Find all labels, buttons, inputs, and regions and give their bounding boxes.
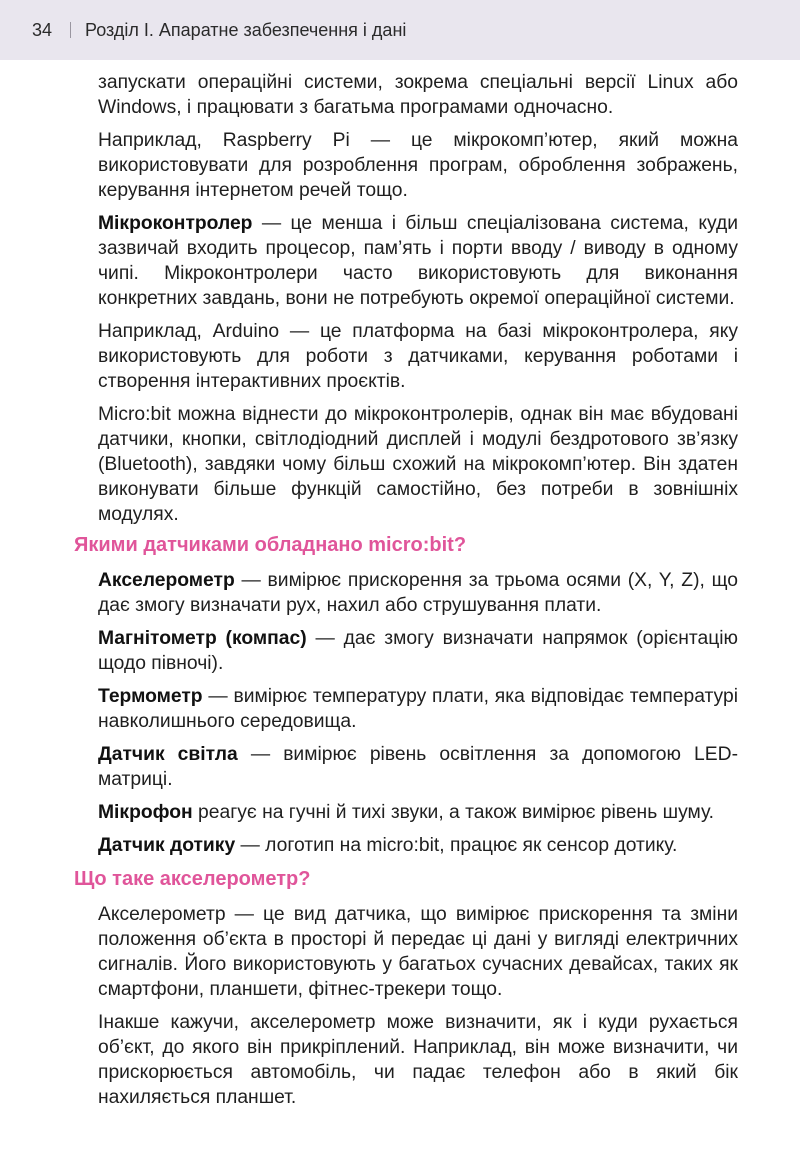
intro-paragraph-1: запускати операційні системи, зокрема спеціальні версії Linux або Windows, і працювати з багатьма програмами одночасно. xyxy=(98,72,738,118)
sensor-item-thermometer: Термометр — вимірює температуру плати, яка відповідає температурі навколишнього середовища. xyxy=(98,686,738,732)
accelerometer-paragraph-2: Інакше кажучи, акселерометр може визначити, як і куди рухається об’єкт, до якого він прикріплений. Наприклад, він може визначити, чи прискорюється автомобіль, чи падає телефон або в який бік нахиляється планшет. xyxy=(98,1012,738,1108)
page-header xyxy=(0,0,800,60)
section-title: Розділ І. Апаратне забезпечення і дані xyxy=(85,19,407,40)
sensor-item-touch: Датчик дотику — логотип на micro:bit, працює як сенсор дотику. xyxy=(98,835,678,856)
page-number: 34 xyxy=(32,19,53,40)
sensor-item-magnetometer: Магнітометр (компас) — дає змогу визначати напрямок (орієнтацію щодо півночі). xyxy=(98,628,738,674)
accelerometer-heading: Що таке акселерометр? xyxy=(74,868,311,890)
sensor-item-microphone: Мікрофон реагує на гучні й тихі звуки, а також вимірює рівень шуму. xyxy=(98,802,715,823)
intro-block xyxy=(98,70,738,535)
header-divider xyxy=(70,22,71,38)
microcontroller-definition: Мікроконтролер — це менша і більш спеціалізована система, куди зазвичай входить процесор, пам’ять і порти вводу / виводу в одному чипі. Мікроконтролери часто використовують для виконання конкретних завдань, вони не потребують окремої операційної системи. xyxy=(98,213,738,309)
sensors-list xyxy=(98,568,738,866)
intro-paragraph-4: Наприклад, Arduino — це платформа на базі мікроконтролера, яку використовують для роботи з датчиками, керування роботами і створення інтерактивних проєктів. xyxy=(98,321,738,392)
accelerometer-block xyxy=(98,902,738,1118)
sensor-item-light: Датчик світла — вимірює рівень освітлення за допомогою LED-матриці. xyxy=(98,744,738,790)
sensor-item-accelerometer: Акселерометр — вимірює прискорення за трьома осями (X, Y, Z), що дає змогу визначати рух, нахил або струшування плати. xyxy=(98,570,738,616)
accelerometer-paragraph-1: Акселерометр — це вид датчика, що вимірює прискорення та зміни положення об’єкта в просторі й передає ці дані у вигляді електричних сигналів. Його використовують у багатьох сучасних девайсах, таких як смартфони, планшети, фітнес-трекери тощо. xyxy=(98,904,738,1000)
intro-paragraph-2: Наприклад, Raspberry Pi — це мікрокомп’ютер, який можна використовувати для розроблення програм, оброблення зображень, керування інтернетом речей тощо. xyxy=(98,130,738,201)
intro-paragraph-5: Micro:bit можна віднести до мікроконтролерів, однак він має вбудовані датчики, кнопки, світлодіодний дисплей і модулі бездротового зв’язку (Bluetooth), завдяки чому більш схожий на мікрокомп’ютер. Він здатен виконувати більше функцій самостійно, без потреби в зовнішніх модулях. xyxy=(98,404,738,525)
sensors-heading: Якими датчиками обладнано micro:bit? xyxy=(74,534,467,556)
